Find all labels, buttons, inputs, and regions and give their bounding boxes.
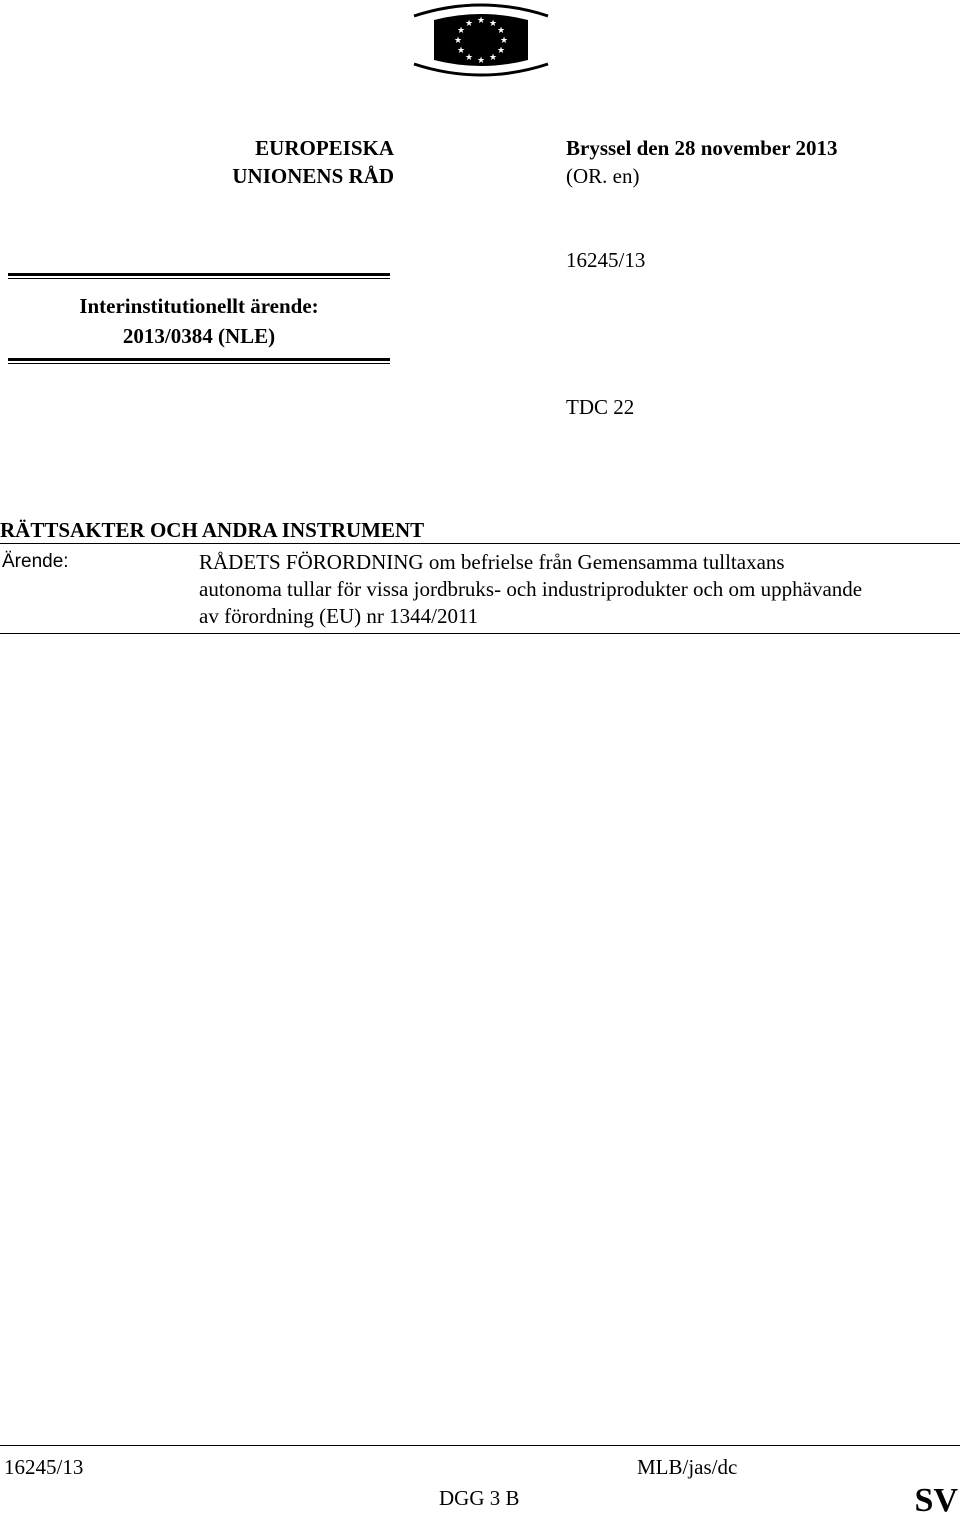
- document-code: TDC 22: [566, 395, 635, 419]
- subject-label: Ärende:: [2, 551, 69, 572]
- section-heading: RÄTTSAKTER OCH ANDRA INSTRUMENT: [0, 518, 425, 542]
- place-date: Bryssel den 28 november 2013: [566, 136, 838, 160]
- organisation-line-1: EUROPEISKA: [255, 136, 394, 160]
- section-divider-bottom: [0, 633, 960, 634]
- interinstitutional-block: [8, 291, 390, 351]
- interinstitutional-value: 2013/0384 (NLE): [122, 324, 276, 348]
- svg-text:★: ★: [456, 26, 466, 36]
- svg-text:★: ★: [453, 36, 463, 46]
- place-date-block: [566, 134, 837, 190]
- footer-department: DGG 3 B: [439, 1486, 520, 1510]
- subject-line-3: av förordning (EU) nr 1344/2011: [199, 604, 479, 628]
- subject-text: [199, 549, 959, 630]
- footer-doc-number: 16245/13: [4, 1455, 84, 1479]
- eu-council-logo-icon: [410, 2, 552, 78]
- svg-text:★: ★: [476, 56, 486, 66]
- subject-line-1: RÅDETS FÖRORDNING om befrielse från Gemensamma tulltaxans: [199, 550, 785, 574]
- subject-line-2: autonoma tullar för vissa jordbruks- och industriprodukter och om upphävande: [199, 577, 863, 601]
- svg-text:★: ★: [456, 46, 466, 56]
- footer-language: SV: [914, 1482, 958, 1519]
- double-rule-bottom: [8, 358, 390, 361]
- svg-text:★: ★: [496, 26, 506, 36]
- footer-reference: MLB/jas/dc: [637, 1455, 738, 1479]
- svg-text:★: ★: [464, 53, 474, 63]
- svg-text:★: ★: [496, 46, 506, 56]
- organisation-line-2: UNIONENS RÅD: [232, 164, 394, 188]
- original-language: (OR. en): [566, 164, 640, 188]
- svg-text:★: ★: [488, 53, 498, 63]
- svg-text:★: ★: [488, 19, 498, 29]
- organisation-name: [232, 134, 394, 190]
- double-rule-top: [8, 273, 390, 276]
- section-divider-top: [0, 543, 960, 544]
- interinstitutional-label: Interinstitutionellt ärende:: [79, 294, 319, 318]
- svg-text:★: ★: [499, 36, 509, 46]
- svg-text:★: ★: [464, 19, 474, 29]
- footer-divider: [0, 1445, 960, 1446]
- svg-text:★: ★: [476, 16, 486, 26]
- document-number: 16245/13: [566, 248, 646, 272]
- council-logo: [410, 2, 552, 78]
